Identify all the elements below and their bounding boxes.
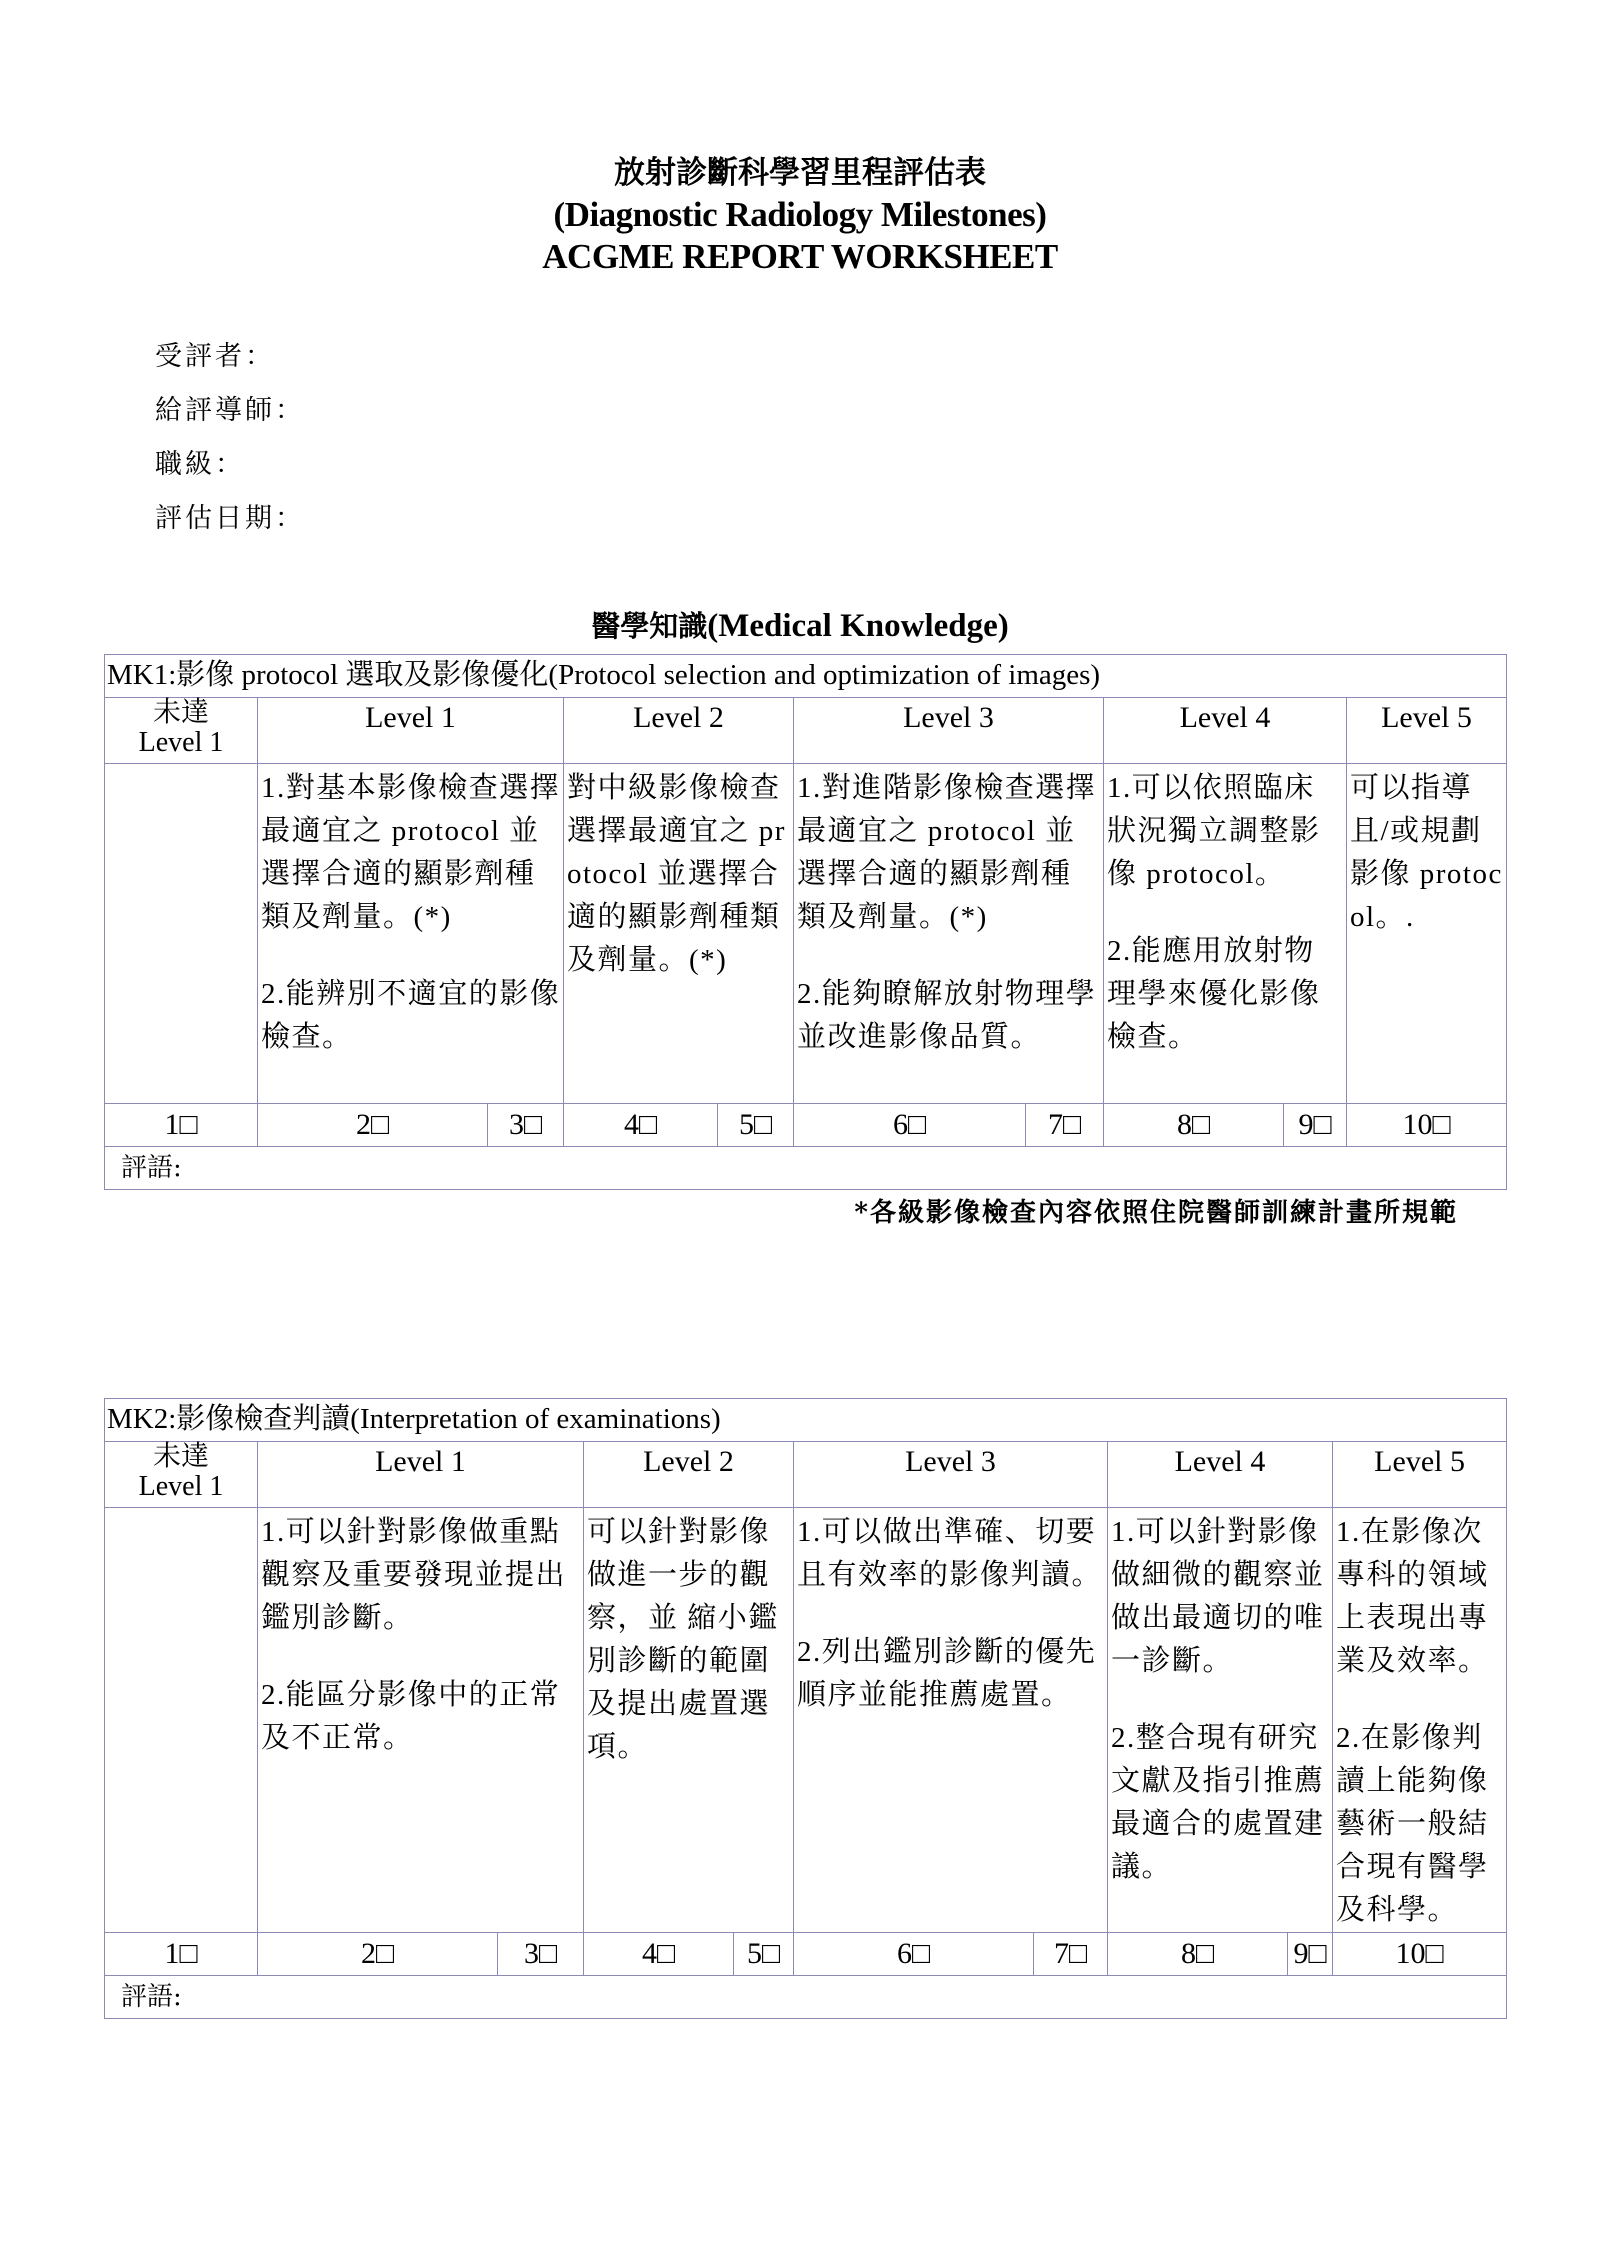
- level-0-description: [105, 764, 258, 1104]
- score-3-checkbox[interactable]: 3□: [488, 1104, 564, 1147]
- level-4-header: Level 4: [1104, 698, 1347, 764]
- mk1-table: [104, 654, 1507, 1190]
- level-5-header: Level 5: [1347, 698, 1507, 764]
- level-2-header: Level 2: [584, 1442, 794, 1508]
- score-6-checkbox[interactable]: 6□: [794, 1104, 1026, 1147]
- section-title-en: (Medical Knowledge): [707, 608, 1009, 644]
- level-5-description: 1.在影像次專科的領域上表現出專業及效率。 2.在影像判讀上能夠像藝術一般結合現有醫學及科學。: [1333, 1508, 1507, 1933]
- score-8-checkbox[interactable]: 8□: [1108, 1933, 1288, 1976]
- score-4-checkbox[interactable]: 4□: [564, 1104, 718, 1147]
- score-5-checkbox[interactable]: 5□: [734, 1933, 794, 1976]
- mk1-comment-field[interactable]: 評語:: [105, 1147, 1507, 1190]
- level-0-description: [105, 1508, 258, 1933]
- level-1-header: Level 1: [258, 1442, 584, 1508]
- field-date: 評估日期：: [155, 503, 305, 534]
- score-10-checkbox[interactable]: 10□: [1347, 1104, 1507, 1147]
- level-4-header: Level 4: [1108, 1442, 1333, 1508]
- section-title: [0, 604, 1600, 648]
- level-0-header: 未達 Level 1: [105, 1442, 258, 1508]
- section-title-zh: 醫學知識: [591, 609, 708, 643]
- score-7-checkbox[interactable]: 7□: [1034, 1933, 1108, 1976]
- field-evaluator: 給評導師：: [155, 395, 305, 426]
- score-2-checkbox[interactable]: 2□: [258, 1933, 498, 1976]
- score-4-checkbox[interactable]: 4□: [584, 1933, 734, 1976]
- level-2-description: 可以針對影像做進一步的觀察，並 縮小鑑別診斷的範圍及提出處置選項。: [584, 1508, 794, 1933]
- level-3-header: Level 3: [794, 698, 1104, 764]
- mk2-title: MK2:影像檢查判讀(Interpretation of examinations): [105, 1399, 1507, 1442]
- field-rank: 職級：: [155, 449, 245, 480]
- score-1-checkbox[interactable]: 1□: [105, 1933, 258, 1976]
- level-3-description: 1.對進階影像檢查選擇最適宜之 protocol 並選擇合適的顯影劑種類及劑量。(*) 2.能夠瞭解放射物理學並改進影像品質。: [794, 764, 1104, 1104]
- level-4-description: 1.可以針對影像做細微的觀察並做出最適切的唯一診斷。 2.整合現有研究文獻及指引推薦最適合的處置建議。: [1108, 1508, 1333, 1933]
- level-0-header: 未達 Level 1: [105, 698, 258, 764]
- title-report: ACGME REPORT WORKSHEET: [542, 237, 1058, 276]
- score-5-checkbox[interactable]: 5□: [718, 1104, 794, 1147]
- mk2-comment-field[interactable]: 評語:: [105, 1976, 1507, 2019]
- score-6-checkbox[interactable]: 6□: [794, 1933, 1034, 1976]
- title-english: (Diagnostic Radiology Milestones): [553, 195, 1047, 234]
- score-9-checkbox[interactable]: 9□: [1288, 1933, 1333, 1976]
- mk1-title: MK1:影像 protocol 選取及影像優化(Protocol selection and optimization of images): [105, 655, 1507, 698]
- score-7-checkbox[interactable]: 7□: [1026, 1104, 1104, 1147]
- level-4-description: 1.可以依照臨床狀況獨立調整影像 protocol。 2.能應用放射物理學來優化影像檢查。: [1104, 764, 1347, 1104]
- level-5-header: Level 5: [1333, 1442, 1507, 1508]
- footnote: *各級影像檢查內容依照住院醫師訓練計畫所規範: [854, 1198, 1458, 1228]
- level-3-header: Level 3: [794, 1442, 1108, 1508]
- level-3-description: 1.可以做出準確、切要且有效率的影像判讀。 2.列出鑑別診斷的優先順序並能推薦處置。: [794, 1508, 1108, 1933]
- score-10-checkbox[interactable]: 10□: [1333, 1933, 1507, 1976]
- score-2-checkbox[interactable]: 2□: [258, 1104, 488, 1147]
- score-1-checkbox[interactable]: 1□: [105, 1104, 258, 1147]
- score-8-checkbox[interactable]: 8□: [1104, 1104, 1284, 1147]
- mk2-table: [104, 1398, 1507, 2019]
- level-1-header: Level 1: [258, 698, 564, 764]
- evaluation-info: [155, 330, 305, 546]
- score-9-checkbox[interactable]: 9□: [1284, 1104, 1347, 1147]
- level-2-header: Level 2: [564, 698, 794, 764]
- document-header: [0, 152, 1600, 278]
- score-3-checkbox[interactable]: 3□: [498, 1933, 584, 1976]
- title-chinese: 放射診斷科學習里程評估表: [614, 155, 986, 191]
- level-1-description: 1.可以針對影像做重點觀察及重要發現並提出鑑別診斷。 2.能區分影像中的正常及不正常。: [258, 1508, 584, 1933]
- level-1-description: 1.對基本影像檢查選擇最適宜之 protocol 並選擇合適的顯影劑種類及劑量。(*) 2.能辨別不適宜的影像檢查。: [258, 764, 564, 1104]
- level-5-description: 可以指導且/或規劃影像 protocol。.: [1347, 764, 1507, 1104]
- field-evaluee: 受評者：: [155, 341, 275, 372]
- level-2-description: 對中級影像檢查選擇最適宜之 protocol 並選擇合適的顯影劑種類及劑量。(*): [564, 764, 794, 1104]
